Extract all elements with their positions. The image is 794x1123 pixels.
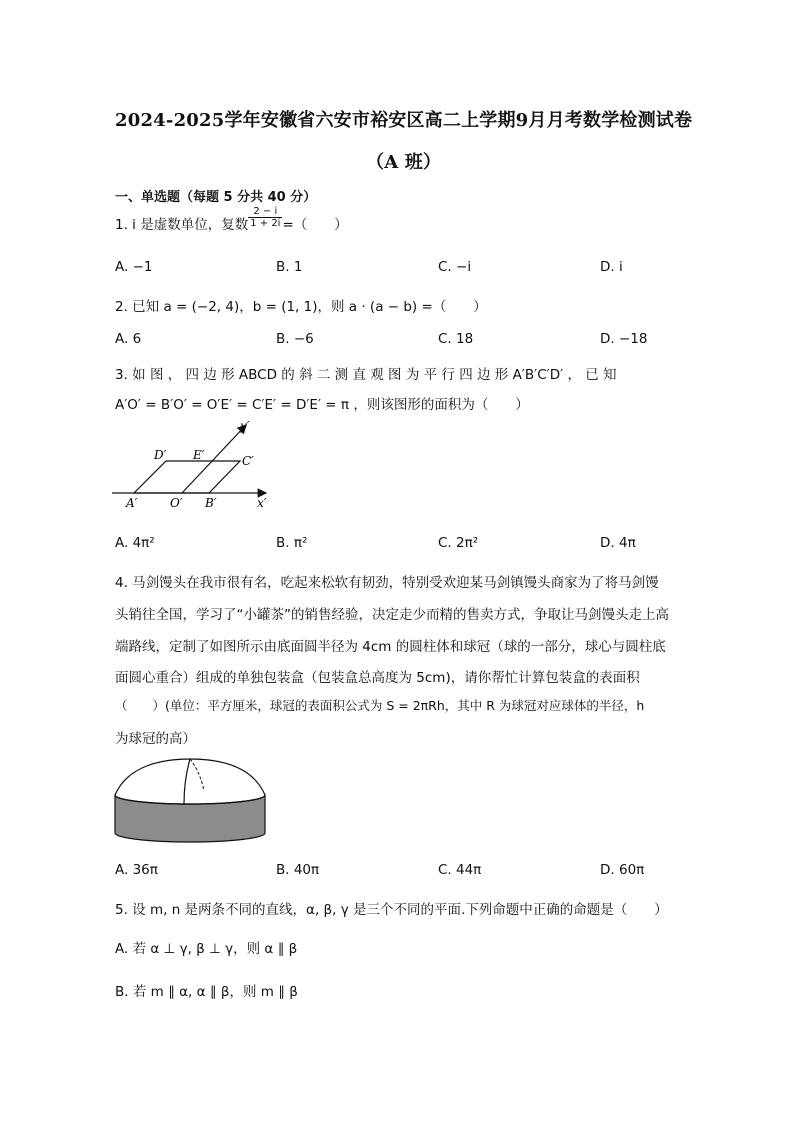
question-4-line-6: 为球冠的高）	[115, 731, 196, 747]
question-4-line-3: 端路线，定制了如图所示由底面圆半径为 4cm 的圆柱体和球冠（球的一部分，球心与圆柱底	[115, 639, 666, 655]
label-o: O′	[170, 496, 183, 510]
q1-option-c: C. −i	[438, 259, 472, 275]
q2-option-a: A. 6	[115, 331, 142, 347]
section-heading: 一、单选题（每题 5 分共 40 分）	[115, 190, 317, 205]
q2-option-d: D. −18	[600, 331, 648, 347]
label-x: x′	[257, 496, 267, 510]
oblique-projection-figure	[108, 415, 283, 515]
label-b: B′	[205, 496, 217, 510]
package-box-figure	[108, 755, 273, 847]
q5-option-a: A. 若 α ⊥ γ, β ⊥ γ，则 α ∥ β	[115, 941, 298, 957]
question-4-line-4: 面圆心重合）组成的单独包装盒（包装盒总高度为 5cm)，请你帮忙计算包装盒的表面积	[115, 670, 640, 686]
question-5: 5. 设 m, n 是两条不同的直线，α, β, γ 是三个不同的平面.下列命题中正确的命题是（ ）	[115, 902, 668, 918]
q3-option-a: A. 4π²	[115, 535, 155, 551]
question-1	[115, 205, 348, 237]
label-c: C′	[242, 454, 254, 468]
q4-option-c: C. 44π	[438, 862, 482, 878]
q1-option-a: A. −1	[115, 259, 153, 275]
question-2: 2. 已知 a = (−2, 4)，b = (1, 1)，则 a · (a − b) =（ ）	[115, 299, 487, 315]
q5-option-b: B. 若 m ∥ α, α ∥ β，则 m ∥ β	[115, 984, 298, 1000]
label-y: y′	[240, 419, 250, 433]
label-d: D′	[154, 448, 167, 462]
question-4-line-2: 头销往全国，学习了“小罐茶”的销售经验，决定走少而精的售卖方式，争取让马剑馒头走上高	[115, 607, 669, 623]
q4-option-a: A. 36π	[115, 862, 158, 878]
question-4-line-5: （ ）(单位：平方厘米，球冠的表面积公式为 S = 2πRh，其中 R 为球冠对应球体的半径，h	[115, 698, 645, 713]
q3-option-c: C. 2π²	[438, 535, 479, 551]
q3-option-b: B. π²	[276, 535, 308, 551]
q1-option-b: B. 1	[276, 259, 303, 275]
question-3-line-1: 3. 如 图 ， 四 边 形 ABCD 的 斜 二 测 直 观 图 为 平 行 四 边 形 A′B′C′D′ ， 已 知	[115, 367, 617, 383]
question-1-prefix: 1. i 是虚数单位，复数	[115, 217, 249, 233]
q4-option-d: D. 60π	[600, 862, 645, 878]
question-1-suffix: =（ ）	[282, 217, 348, 233]
question-1-fraction	[248, 206, 282, 229]
label-a: A′	[126, 496, 138, 510]
label-e: E′	[193, 448, 205, 462]
fraction-denominator: 1 + 2i	[250, 217, 281, 229]
question-4-line-1: 4. 马剑馒头在我市很有名，吃起来松软有韧劲，特别受欢迎某马剑镇馒头商家为了将马剑馒	[115, 575, 659, 591]
q2-option-c: C. 18	[438, 331, 474, 347]
fraction-numerator: 2 − i	[248, 206, 282, 218]
q2-option-b: B. −6	[276, 331, 314, 347]
q4-option-b: B. 40π	[276, 862, 320, 878]
page-subtitle: （A 班）	[366, 152, 442, 173]
y-axis	[182, 425, 246, 493]
page-title: 2024-2025学年安徽省六安市裕安区高二上学期9月月考数学检测试卷	[115, 110, 693, 131]
q1-option-d: D. i	[600, 259, 623, 275]
spherical-cap	[115, 759, 265, 795]
q3-option-d: D. 4π	[600, 535, 636, 551]
question-3-line-2: A′O′ = B′O′ = O′E′ = C′E′ = D′E′ = π ，则该图形的面积为（ ）	[115, 397, 529, 413]
